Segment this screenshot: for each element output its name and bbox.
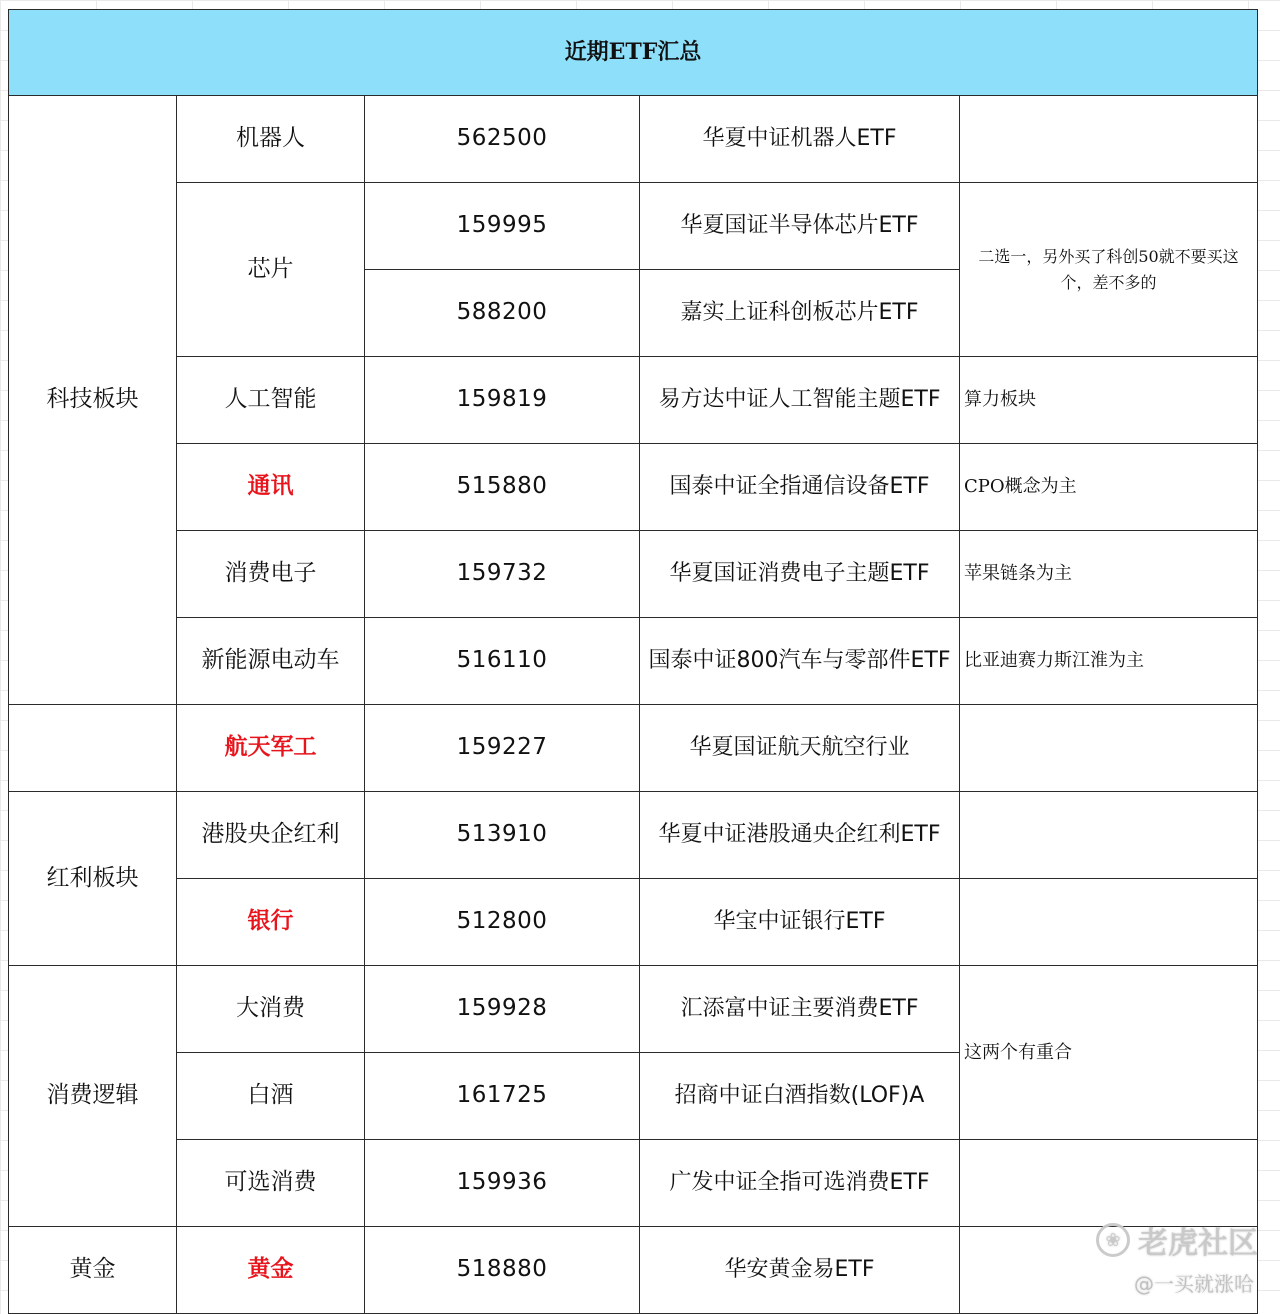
note-cell[interactable]: 苹果链条为主: [960, 531, 1258, 618]
sector-cell[interactable]: 白酒: [177, 1053, 365, 1140]
note-cell[interactable]: 比亚迪赛力斯江淮为主: [960, 618, 1258, 705]
table-row: [9, 531, 1258, 618]
sector-cell[interactable]: 人工智能: [177, 357, 365, 444]
code-cell[interactable]: 518880: [365, 1227, 640, 1314]
sector-cell-highlighted[interactable]: 通讯: [177, 444, 365, 531]
code-cell[interactable]: 161725: [365, 1053, 640, 1140]
code-cell[interactable]: 513910: [365, 792, 640, 879]
category-cell-gold[interactable]: 黄金: [9, 1227, 177, 1314]
fund-cell[interactable]: 国泰中证全指通信设备ETF: [640, 444, 960, 531]
category-cell-military[interactable]: [9, 705, 177, 792]
fund-cell[interactable]: 广发中证全指可选消费ETF: [640, 1140, 960, 1227]
code-cell[interactable]: 159227: [365, 705, 640, 792]
note-cell[interactable]: [960, 96, 1258, 183]
sector-cell[interactable]: 芯片: [177, 183, 365, 357]
fund-cell[interactable]: 嘉实上证科创板芯片ETF: [640, 270, 960, 357]
table-title[interactable]: 近期ETF汇总: [9, 10, 1258, 96]
fund-cell[interactable]: 华宝中证银行ETF: [640, 879, 960, 966]
sector-cell-highlighted[interactable]: 黄金: [177, 1227, 365, 1314]
fund-cell[interactable]: 易方达中证人工智能主题ETF: [640, 357, 960, 444]
tiger-logo-icon: ❀: [1096, 1223, 1130, 1257]
watermark-user: @一买就涨哈: [1134, 1272, 1254, 1296]
note-cell[interactable]: [960, 705, 1258, 792]
fund-cell[interactable]: 招商中证白酒指数(LOF)A: [640, 1053, 960, 1140]
fund-cell[interactable]: 华夏国证航天航空行业: [640, 705, 960, 792]
code-cell[interactable]: 515880: [365, 444, 640, 531]
code-cell[interactable]: 159936: [365, 1140, 640, 1227]
code-cell[interactable]: 512800: [365, 879, 640, 966]
table-row: [9, 966, 1258, 1053]
note-cell[interactable]: [960, 1140, 1258, 1227]
note-cell[interactable]: 这两个有重合: [960, 966, 1258, 1140]
code-cell[interactable]: 159928: [365, 966, 640, 1053]
table-row: [9, 705, 1258, 792]
table-row: [9, 357, 1258, 444]
category-cell-consumer[interactable]: 消费逻辑: [9, 966, 177, 1227]
table-row: [9, 1140, 1258, 1227]
code-cell[interactable]: 562500: [365, 96, 640, 183]
etf-summary-table: [8, 9, 1258, 1314]
table-row: [9, 792, 1258, 879]
fund-cell[interactable]: 国泰中证800汽车与零部件ETF: [640, 618, 960, 705]
code-cell[interactable]: 159732: [365, 531, 640, 618]
code-cell[interactable]: 516110: [365, 618, 640, 705]
table-row: [9, 444, 1258, 531]
fund-cell[interactable]: 华夏中证港股通央企红利ETF: [640, 792, 960, 879]
sector-cell[interactable]: 消费电子: [177, 531, 365, 618]
note-cell[interactable]: CPO概念为主: [960, 444, 1258, 531]
fund-cell[interactable]: 华安黄金易ETF: [640, 1227, 960, 1314]
sector-cell[interactable]: 大消费: [177, 966, 365, 1053]
fund-cell[interactable]: 华夏中证机器人ETF: [640, 96, 960, 183]
table-row: [9, 96, 1258, 183]
code-cell[interactable]: 588200: [365, 270, 640, 357]
fund-cell[interactable]: 华夏国证半导体芯片ETF: [640, 183, 960, 270]
note-cell[interactable]: 算力板块: [960, 357, 1258, 444]
sector-cell[interactable]: 港股央企红利: [177, 792, 365, 879]
sector-cell-highlighted[interactable]: 银行: [177, 879, 365, 966]
note-cell[interactable]: [960, 879, 1258, 966]
category-cell-tech[interactable]: 科技板块: [9, 96, 177, 705]
sector-cell[interactable]: 新能源电动车: [177, 618, 365, 705]
note-cell[interactable]: [960, 792, 1258, 879]
watermark: [1096, 1218, 1258, 1262]
sector-cell[interactable]: 可选消费: [177, 1140, 365, 1227]
category-cell-dividend[interactable]: 红利板块: [9, 792, 177, 966]
table-row: [9, 183, 1258, 270]
fund-cell[interactable]: 汇添富中证主要消费ETF: [640, 966, 960, 1053]
fund-cell[interactable]: 华夏国证消费电子主题ETF: [640, 531, 960, 618]
code-cell[interactable]: 159995: [365, 183, 640, 270]
watermark-brand: 老虎社区: [1138, 1226, 1258, 1261]
table-row: [9, 1227, 1258, 1314]
note-cell[interactable]: 二选一，另外买了科创50就不要买这个，差不多的: [960, 183, 1258, 357]
sector-cell[interactable]: 机器人: [177, 96, 365, 183]
table-row: [9, 879, 1258, 966]
code-cell[interactable]: 159819: [365, 357, 640, 444]
sector-cell-highlighted[interactable]: 航天军工: [177, 705, 365, 792]
table-row: [9, 618, 1258, 705]
